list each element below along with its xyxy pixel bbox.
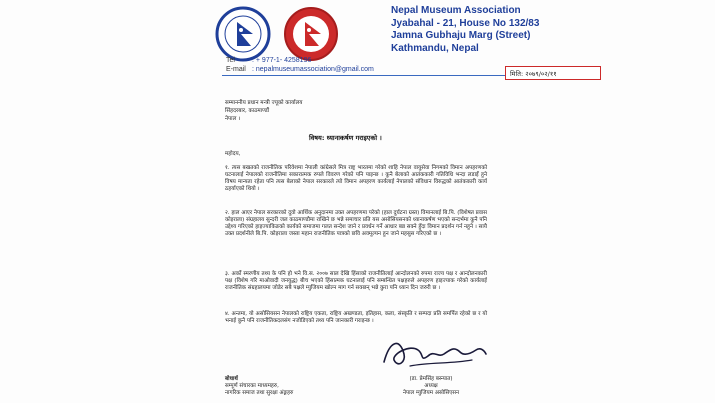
paragraph-2: २. हाल आएर नेपाल सरकारको दुवो आर्थिक अनुदानमा उक्त अपहरणमा परेको (हाल दुर्घटना ग्रस्त) विमानलाई बि.पि. (विशेषत प्रवास कोइराला) संग्रहालय सुन्दरी जल काठमाण्डौमा राखिने छ भन्ने समाचार प्रति यस असोसियसनको ध्यानाकर्षण भएको सन्दर्भमा कुनै पनि उद्देश्य गरिएको हाइज्याकिङको कार्यको समाजमा गलत सन्देश जाने र प्रवर्धन गर्ने आधार बन्न सक्ने हुँदा विमान प्रदर्शन गर्न नहुने । सायै उक्त प्रदर्शनीले बि.पि. कोइराला जस्ता महान राजनीतिक पात्रको छवि अवमूल्यन हुन जाने महसुस गरिएको छ । (225, 210, 487, 237)
association-logo-blue (215, 6, 271, 62)
cc-line-2: नागरिक समाज तथा सुरक्षा अंङ्गहरु (225, 390, 294, 396)
paragraph-1: १. त्यस बखतको राजनीतिक परिवेशमा नेपाली कांग्रेसले मित्र राष्ट्र भारतमा गरेको शाहि नेपाल वायुसेवा निगमको विमान अपहरणको घटनालाई नेपालको राजनीतिमा सकारात्मक रुपले विवरण गरेको पनि पाइन्छ । कुनै बेलाको आतंककारी गतिविधि भन्दा लडाइँ हुने विषय मान्यता रहेता पनि त्यस बेलाको नेपाल सरकारले त्यो विमान अपहरण कार्यलाई नेपालको संविधान विरुद्धको आतंककारी कार्य ठहर्याएको थियो । (225, 165, 487, 192)
contact-info (226, 56, 374, 74)
tel-value: : + 977-1- 4258196 (252, 57, 312, 64)
letter-subject: विषय: ध्यानाकर्षण गराइएको । (309, 134, 382, 142)
date-field: मिति: २०७९/०२/११ (505, 66, 601, 80)
signatory-name: (डा. प्रेमसिंह बस्न्यात) (409, 376, 453, 382)
signatory-title: अध्यक्ष (424, 383, 438, 389)
email-value: : nepalmuseumassociation@gmail.com (252, 66, 374, 73)
cc-block (225, 376, 293, 397)
cc-label: बोधार्थ (225, 376, 238, 382)
signatory-org: नेपाल म्युजियम असोसिएसन (402, 390, 460, 396)
recipient-line-3: नेपाल । (225, 116, 241, 122)
association-logo-red (283, 6, 339, 62)
paragraph-4: ४. अन्तमा, यो असोसियसन नेपालको राष्ट्रिय एकता, राष्ट्रिय अखण्डता, इतिहास, कला, संस्कृति र सम्पदा प्रति समर्पित रहेको छ र यो भनाई कुनै पनि राजनीतिकदलसंग नजोडिएको तथ्य पनि जानकारी गराइन्छ । (225, 311, 487, 324)
cc-line-1: सम्पूर्ण संचारका माध्यमहरु, (225, 383, 279, 389)
salutation: महोदय, (225, 151, 241, 157)
email-label: E-mail (226, 66, 246, 73)
address-line-3: Kathmandu, Nepal (391, 42, 479, 54)
recipient-line-2: सिंहदरबार, काठमाण्डौं (225, 108, 270, 114)
signatory-block (381, 376, 481, 397)
tel-label: Tel (226, 57, 235, 64)
org-name: Nepal Museum Association (391, 5, 521, 16)
address-line-1: Jyabahal - 21, House No 132/83 (391, 17, 540, 29)
handwritten-signature (380, 332, 490, 374)
paragraph-3: ३. अर्को स्मरणीय तथ्य के पनि हो भने वि.स. २००७ साल देखि हिंसाको राजनीतिलाई आन्दोलनको रुपमा राज्य पक्ष र आन्दोलनकारी पक्ष (विशेष गरि माओवादी जनयुद्ध) बीच भएको हिंसात्मक घटनालाई पनि सम्बन्धित पक्षहरुले अपहरण हाइज्याक गरेको कार्यलाई राजनीतिक संग्रहालयमा जोडेर सबै पक्षले म्युजियम खोल्न माग गर्न सक्छन् भन्ने कुरा पनि ध्यान दिन जरुरी छ । (225, 271, 487, 291)
organization-header (391, 5, 711, 55)
header-divider (222, 75, 508, 76)
recipient-line-1: सम्माननीय प्रधान मन्त्री ज्यूको कार्यालय (225, 100, 303, 106)
address-line-2: Jamna Gubhaju Marg (Street) (391, 30, 531, 41)
